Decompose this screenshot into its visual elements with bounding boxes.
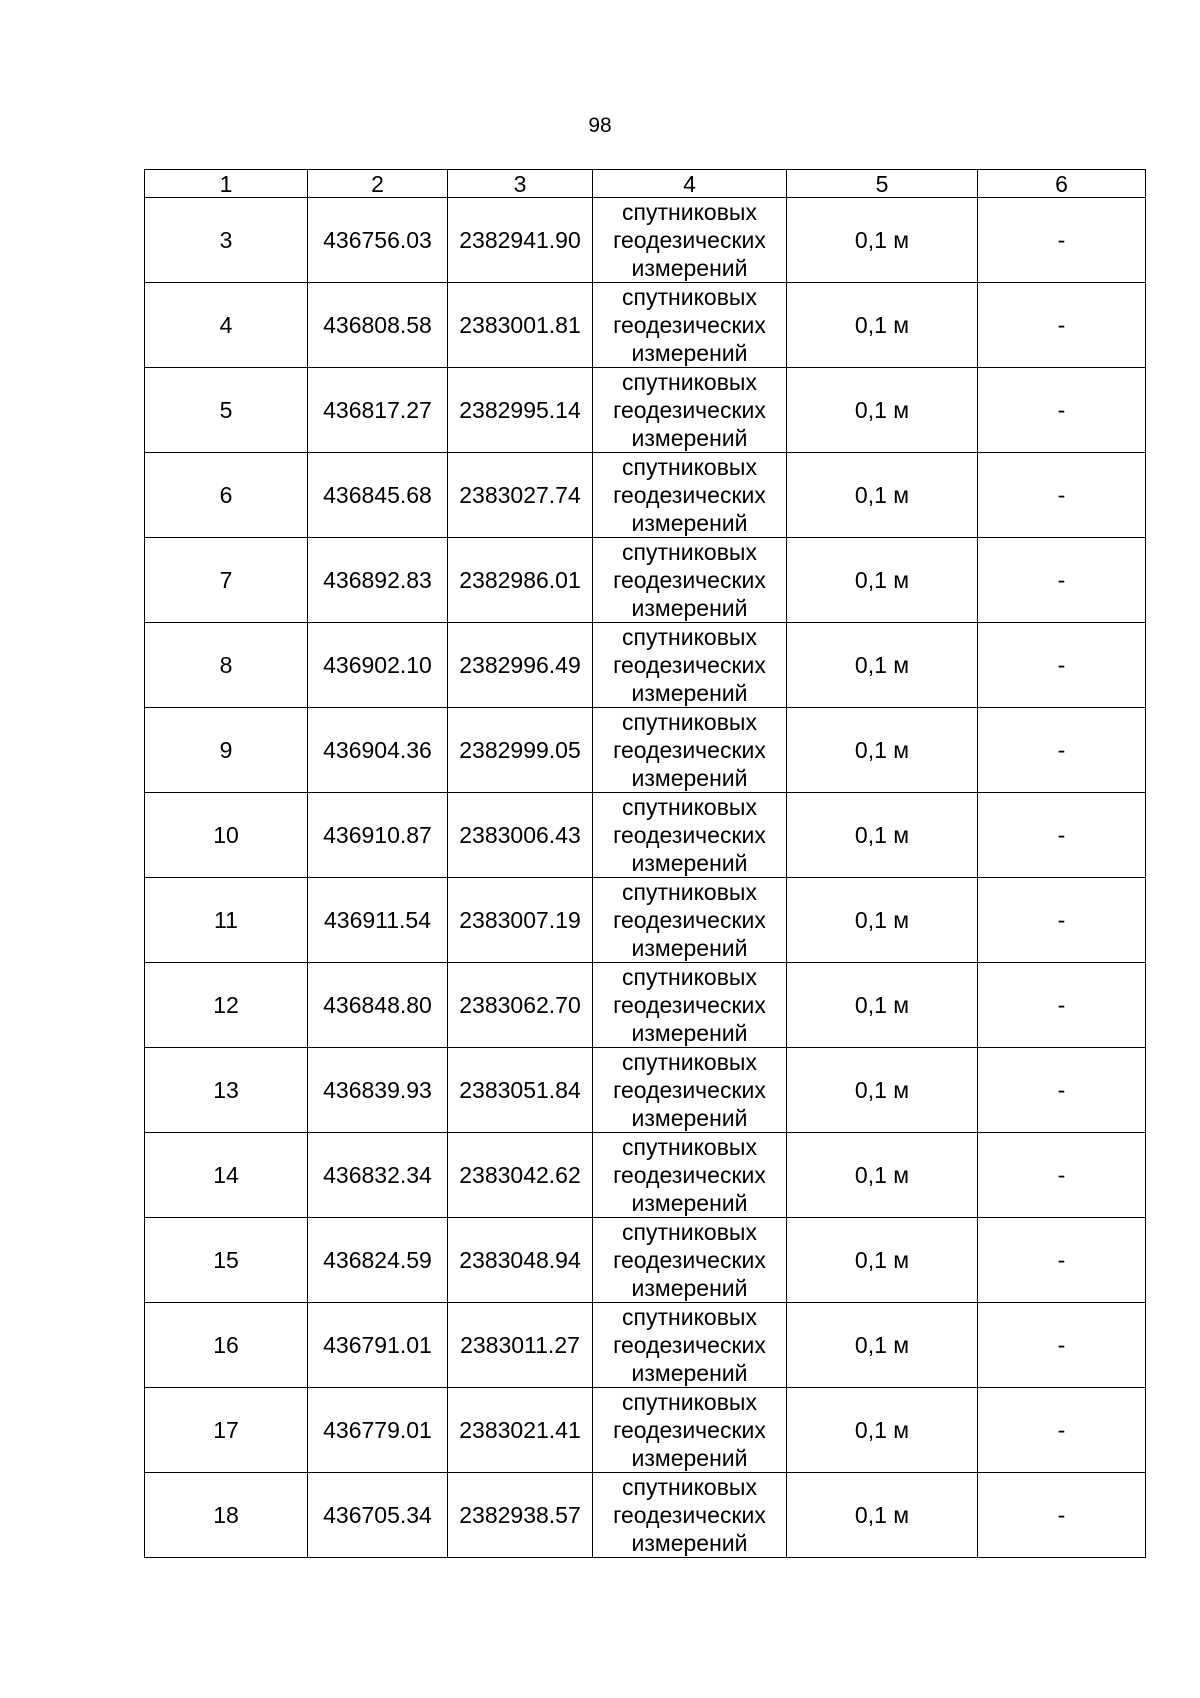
coord-y-cell: 2383011.27 [448,1303,593,1388]
point-number-cell: 12 [145,963,308,1048]
accuracy-cell: 0,1 м [787,878,978,963]
coord-x-cell: 436791.01 [308,1303,448,1388]
coord-y-cell: 2383048.94 [448,1218,593,1303]
method-line: геодезических [613,1417,766,1443]
method-line: геодезических [613,907,766,933]
point-number-cell: 17 [145,1388,308,1473]
coord-y-cell: 2382986.01 [448,538,593,623]
table-row [145,963,1146,1048]
coord-x-cell: 436779.01 [308,1388,448,1473]
method-line: спутниковых [622,879,757,905]
coord-x-cell: 436910.87 [308,793,448,878]
coord-y-cell: 2382996.49 [448,623,593,708]
method-line: геодезических [613,397,766,423]
note-cell: - [978,283,1146,368]
method-line: измерений [631,255,748,281]
point-number-cell: 14 [145,1133,308,1218]
method-line: спутниковых [622,1049,757,1075]
coord-x-cell: 436911.54 [308,878,448,963]
accuracy-cell: 0,1 м [787,283,978,368]
method-line: измерений [631,1190,748,1216]
point-number-cell: 16 [145,1303,308,1388]
method-line: геодезических [613,737,766,763]
method-cell [593,793,787,878]
method-cell [593,708,787,793]
header-cell-3: 3 [448,170,593,198]
point-number-cell: 9 [145,708,308,793]
table-row [145,878,1146,963]
method-line: измерений [631,765,748,791]
method-line: измерений [631,340,748,366]
point-number-cell: 5 [145,368,308,453]
table-row [145,793,1146,878]
method-line: спутниковых [622,1219,757,1245]
method-line: спутниковых [622,284,757,310]
table-row [145,1473,1146,1558]
header-cell-6: 6 [978,170,1146,198]
coord-x-cell: 436848.80 [308,963,448,1048]
accuracy-cell: 0,1 м [787,623,978,708]
note-cell: - [978,1303,1146,1388]
method-line: спутниковых [622,1474,757,1500]
note-cell: - [978,1133,1146,1218]
method-cell [593,1473,787,1558]
note-cell: - [978,793,1146,878]
coord-y-cell: 2383027.74 [448,453,593,538]
point-number-cell: 13 [145,1048,308,1133]
coord-y-cell: 2383051.84 [448,1048,593,1133]
method-line: спутниковых [622,539,757,565]
method-line: измерений [631,1275,748,1301]
method-line: геодезических [613,1077,766,1103]
table-row [145,1133,1146,1218]
table-row [145,1388,1146,1473]
method-line: измерений [631,680,748,706]
method-cell [593,283,787,368]
coord-x-cell: 436904.36 [308,708,448,793]
accuracy-cell: 0,1 м [787,1133,978,1218]
coord-y-cell: 2383006.43 [448,793,593,878]
method-line: спутниковых [622,199,757,225]
method-line: спутниковых [622,624,757,650]
table-row [145,453,1146,538]
method-line: измерений [631,1530,748,1556]
coord-y-cell: 2383007.19 [448,878,593,963]
accuracy-cell: 0,1 м [787,538,978,623]
method-cell [593,368,787,453]
coord-x-cell: 436839.93 [308,1048,448,1133]
method-line: измерений [631,850,748,876]
point-number-cell: 8 [145,623,308,708]
table-row [145,708,1146,793]
method-line: спутниковых [622,369,757,395]
coord-x-cell: 436824.59 [308,1218,448,1303]
method-line: геодезических [613,1332,766,1358]
point-number-cell: 11 [145,878,308,963]
note-cell: - [978,963,1146,1048]
header-cell-2: 2 [308,170,448,198]
point-number-cell: 7 [145,538,308,623]
accuracy-cell: 0,1 м [787,1303,978,1388]
point-number-cell: 10 [145,793,308,878]
accuracy-cell: 0,1 м [787,1388,978,1473]
coord-y-cell: 2382995.14 [448,368,593,453]
accuracy-cell: 0,1 м [787,1048,978,1133]
method-line: спутниковых [622,454,757,480]
accuracy-cell: 0,1 м [787,963,978,1048]
accuracy-cell: 0,1 м [787,453,978,538]
method-line: измерений [631,1445,748,1471]
coord-x-cell: 436817.27 [308,368,448,453]
accuracy-cell: 0,1 м [787,368,978,453]
coord-x-cell: 436845.68 [308,453,448,538]
coord-x-cell: 436705.34 [308,1473,448,1558]
method-line: измерений [631,510,748,536]
coord-x-cell: 436892.83 [308,538,448,623]
header-cell-1: 1 [145,170,308,198]
coord-y-cell: 2383042.62 [448,1133,593,1218]
point-number-cell: 3 [145,198,308,283]
method-cell [593,453,787,538]
method-line: измерений [631,1020,748,1046]
accuracy-cell: 0,1 м [787,1473,978,1558]
note-cell: - [978,198,1146,283]
coord-x-cell: 436902.10 [308,623,448,708]
method-line: геодезических [613,482,766,508]
coord-y-cell: 2382938.57 [448,1473,593,1558]
method-line: геодезических [613,1247,766,1273]
method-line: геодезических [613,567,766,593]
coord-x-cell: 436832.34 [308,1133,448,1218]
accuracy-cell: 0,1 м [787,1218,978,1303]
note-cell: - [978,453,1146,538]
method-line: спутниковых [622,1389,757,1415]
method-cell [593,1303,787,1388]
note-cell: - [978,1473,1146,1558]
note-cell: - [978,368,1146,453]
note-cell: - [978,878,1146,963]
method-line: геодезических [613,1502,766,1528]
method-line: геодезических [613,227,766,253]
coord-y-cell: 2382999.05 [448,708,593,793]
note-cell: - [978,538,1146,623]
table-row [145,538,1146,623]
method-line: спутниковых [622,709,757,735]
method-line: измерений [631,1105,748,1131]
method-line: спутниковых [622,794,757,820]
coord-x-cell: 436756.03 [308,198,448,283]
point-number-cell: 18 [145,1473,308,1558]
table-row [145,198,1146,283]
table-row [145,283,1146,368]
method-line: геодезических [613,312,766,338]
method-line: спутниковых [622,1134,757,1160]
method-line: спутниковых [622,964,757,990]
method-line: геодезических [613,822,766,848]
method-line: измерений [631,425,748,451]
coord-y-cell: 2383062.70 [448,963,593,1048]
method-line: геодезических [613,992,766,1018]
point-number-cell: 4 [145,283,308,368]
header-cell-5: 5 [787,170,978,198]
method-line: спутниковых [622,1304,757,1330]
method-cell [593,878,787,963]
coordinates-table [144,169,1146,1558]
point-number-cell: 15 [145,1218,308,1303]
coord-y-cell: 2382941.90 [448,198,593,283]
method-line: измерений [631,935,748,961]
coord-y-cell: 2383001.81 [448,283,593,368]
coord-y-cell: 2383021.41 [448,1388,593,1473]
table-row [145,1048,1146,1133]
method-cell [593,1388,787,1473]
method-line: измерений [631,595,748,621]
note-cell: - [978,1048,1146,1133]
method-cell [593,1048,787,1133]
method-cell [593,1133,787,1218]
note-cell: - [978,623,1146,708]
header-cell-4: 4 [593,170,787,198]
table-row [145,368,1146,453]
coord-x-cell: 436808.58 [308,283,448,368]
method-cell [593,963,787,1048]
method-cell [593,538,787,623]
accuracy-cell: 0,1 м [787,708,978,793]
method-line: геодезических [613,652,766,678]
accuracy-cell: 0,1 м [787,198,978,283]
method-cell [593,623,787,708]
note-cell: - [978,1218,1146,1303]
table-row [145,1218,1146,1303]
table-header-row [145,170,1146,198]
method-cell [593,1218,787,1303]
page-number: 98 [588,114,612,137]
accuracy-cell: 0,1 м [787,793,978,878]
table-row [145,623,1146,708]
method-line: геодезических [613,1162,766,1188]
table-row [145,1303,1146,1388]
method-line: измерений [631,1360,748,1386]
method-cell [593,198,787,283]
note-cell: - [978,708,1146,793]
note-cell: - [978,1388,1146,1473]
point-number-cell: 6 [145,453,308,538]
